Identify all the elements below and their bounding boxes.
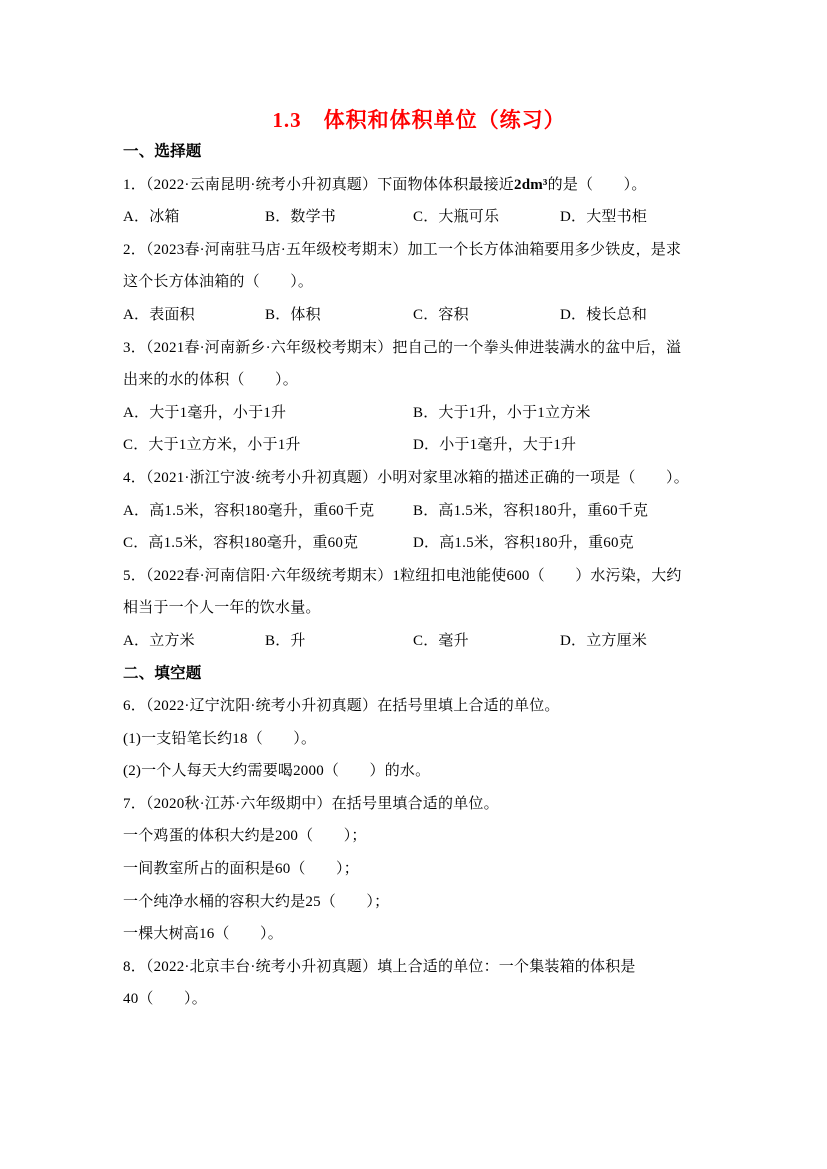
question-7-sub2: 一间教室所占的面积是60（ ）； <box>123 861 359 878</box>
option-a: A．立方米 <box>123 632 195 649</box>
section-heading-choice: 一、选择题 <box>123 143 202 160</box>
question-3-stem-line2: 出来的水的体积（ ）。 <box>123 372 298 389</box>
option-a: A．冰箱 <box>123 209 180 226</box>
option-c: C．容积 <box>413 306 469 323</box>
question-2-options <box>123 299 715 332</box>
question-6-stem: 6．（2022·辽宁沈阳·统考小升初真题）在括号里填上合适的单位。 <box>123 698 560 715</box>
option-d: D．小于1毫升，大于1升 <box>413 437 577 454</box>
question-7-sub3: 一个纯净水桶的容积大约是25（ ）； <box>123 893 390 910</box>
question-6-sub1: (1)一支铅笔长约18（ ）。 <box>123 730 317 747</box>
question-2-stem-line2: 这个长方体油箱的（ ）。 <box>123 274 314 291</box>
question-7-sub1: 一个鸡蛋的体积大约是200（ ）； <box>123 828 367 845</box>
question-3-options-row1 <box>123 397 715 430</box>
option-d: D．立方厘米 <box>560 632 648 649</box>
question-4-stem: 4．（2021·浙江宁波·统考小升初真题）小明对家里冰箱的描述正确的一项是（ ）。 <box>123 469 689 486</box>
q1-stem-bold: 2dm³ <box>514 176 548 193</box>
option-a: A．大于1毫升，小于1升 <box>123 404 287 421</box>
option-b: B．高1.5米，容积180升，重60千克 <box>413 502 649 519</box>
option-a: A．表面积 <box>123 306 195 323</box>
question-1-stem <box>123 169 715 202</box>
option-b: B．大于1升，小于1立方米 <box>413 404 591 421</box>
question-7-sub4: 一棵大树高16（ ）。 <box>123 926 283 943</box>
option-b: B．升 <box>265 632 306 649</box>
question-5-stem-line2: 相当于一个人一年的饮水量。 <box>123 600 321 617</box>
option-d: D．大型书柜 <box>560 209 648 226</box>
option-b: B．数学书 <box>265 209 337 226</box>
question-8-stem-line1: 8．（2022·北京丰台·统考小升初真题）填上合适的单位：一个集装箱的体积是 <box>123 958 636 975</box>
question-7-stem: 7．（2020秋·江苏·六年级期中）在括号里填合适的单位。 <box>123 795 499 812</box>
option-c: C．大于1立方米，小于1升 <box>123 437 301 454</box>
option-d: D．高1.5米，容积180升，重60克 <box>413 535 634 552</box>
question-5-options <box>123 625 715 658</box>
section-heading-fill: 二、填空题 <box>123 664 202 682</box>
q1-stem-pre: 1．（2022·云南昆明·统考小升初真题）下面物体体积最接近 <box>123 176 514 193</box>
question-3-options-row2 <box>123 429 715 462</box>
question-5-stem-line1: 5．（2022春·河南信阳·六年级统考期末）1粒纽扣电池能使600（ ）水污染，大约 <box>123 567 682 584</box>
question-4-options-row2 <box>123 527 715 560</box>
question-3-stem-line1: 3．（2021春·河南新乡·六年级校考期末）把自己的一个拳头伸进装满水的盆中后，溢 <box>123 339 682 356</box>
option-b: B．体积 <box>265 306 321 323</box>
q1-stem-post: 的是（ ）。 <box>547 176 647 193</box>
option-c: C．毫升 <box>413 632 469 649</box>
question-8-stem-line2: 40（ ）。 <box>123 991 207 1008</box>
option-a: A．高1.5米，容积180毫升，重60千克 <box>123 502 375 519</box>
question-2-stem-line1: 2．（2023春·河南驻马店·五年级校考期末）加工一个长方体油箱要用多少铁皮，是求 <box>123 241 682 258</box>
option-c: C．大瓶可乐 <box>413 209 500 226</box>
question-6-sub2: (2)一个人每天大约需要喝2000（ ）的水。 <box>123 763 431 780</box>
option-d: D．棱长总和 <box>560 306 648 323</box>
question-4-options-row1 <box>123 495 715 528</box>
page-title: 1.3 体积和体积单位（练习） <box>272 108 566 132</box>
option-c: C．高1.5米，容积180毫升，重60克 <box>123 535 359 552</box>
question-1-options <box>123 201 715 234</box>
